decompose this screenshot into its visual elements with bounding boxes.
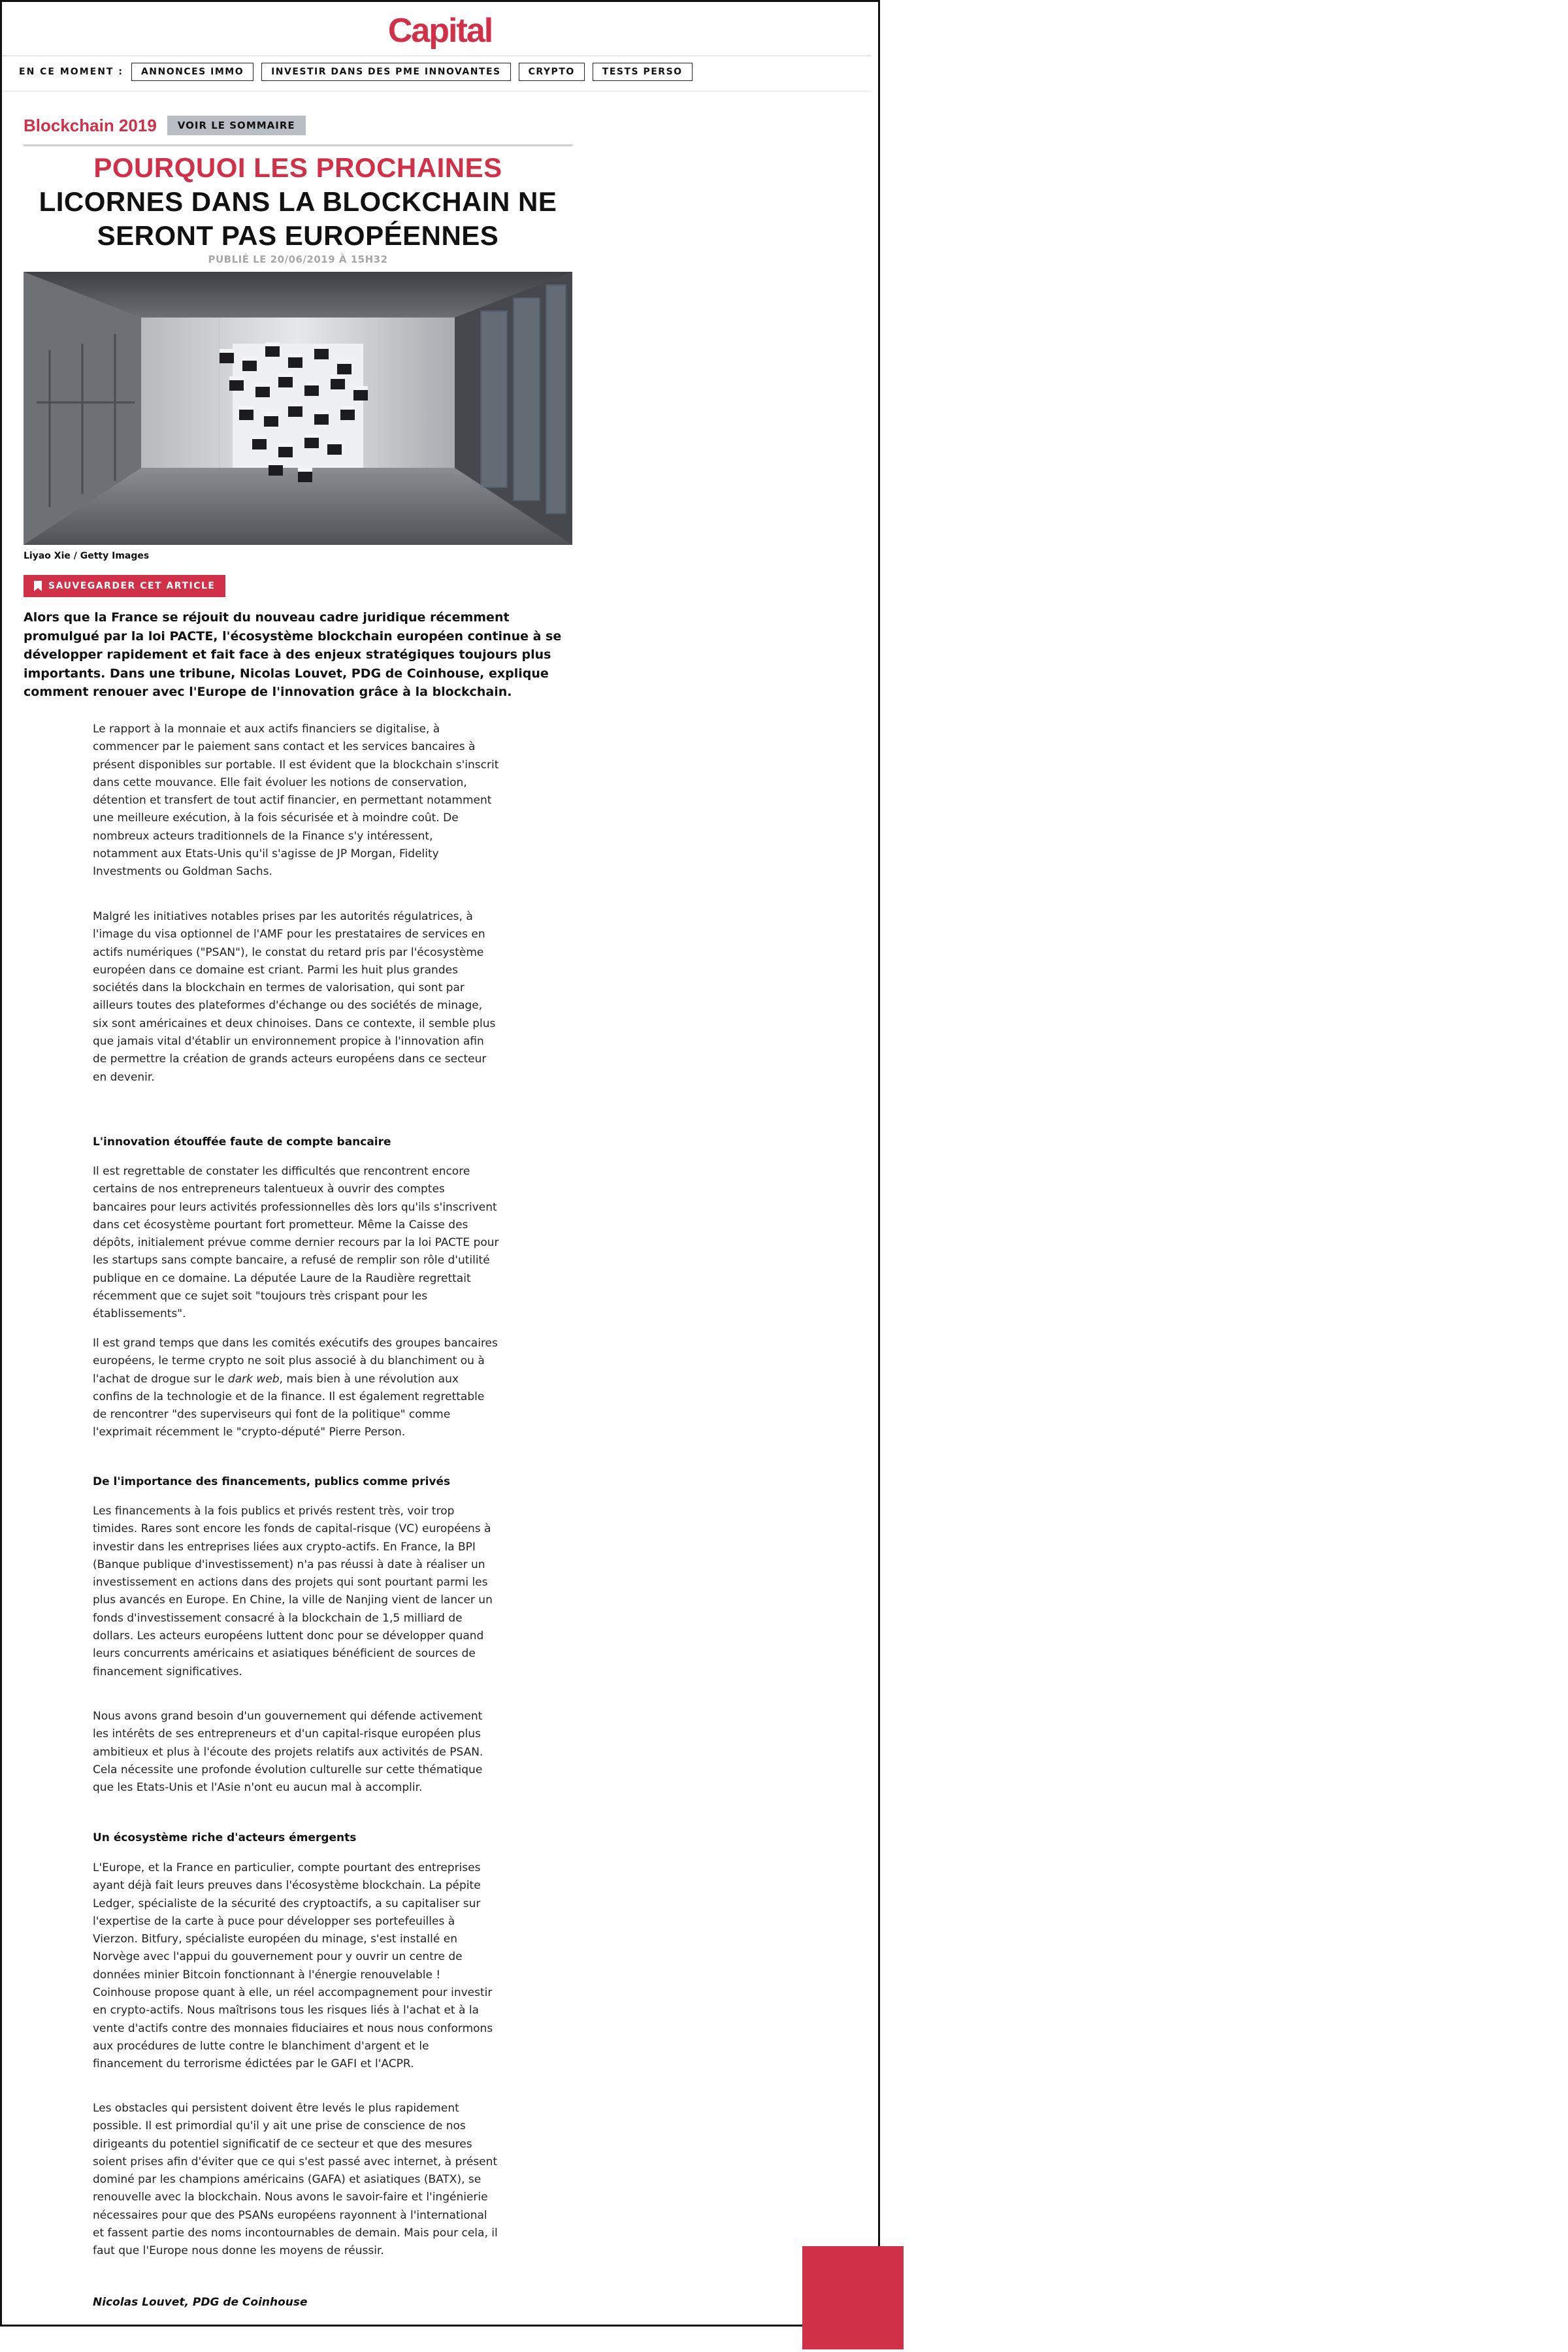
capital-logo[interactable]: Capital <box>387 12 493 50</box>
tag-annonces-immo[interactable]: ANNONCES IMMO <box>131 63 253 81</box>
summary-button[interactable]: VOIR LE SOMMAIRE <box>167 116 306 135</box>
heading-innovation: L'innovation étouffée faute de compte bancaire <box>93 1135 391 1149</box>
section-heading <box>93 1829 501 1847</box>
author-signature-block <box>93 2294 501 2311</box>
bookmark-icon <box>34 581 42 591</box>
author-signature: Nicolas Louvet, PDG de Coinhouse <box>93 2296 308 2309</box>
paragraph-4 <box>93 1335 501 1442</box>
kicker-row <box>24 114 572 137</box>
paragraph-3: Il est regrettable de constater les difficultés que rencontrent encore certains de nos entrepreneurs talentueux à ouvrir des comptes bancaires pour leurs activités professionnelles dès lors qu'ils s'inscrivent dans cet écosystème pourtant fort prometteur. Même la Caisse des dépôts, initialement prévue comme dernier recours par la loi PACTE pour les startups sans compte bancaire, a refusé de remplir son rôle d'utilité publique en ce domaine. La députée Laure de la Raudière regrettait récemment que ce sujet soit "toujours très crispant pour les établissements". <box>93 1165 499 1321</box>
body-paragraph <box>93 908 501 1086</box>
tag-crypto[interactable]: CRYPTO <box>519 63 585 81</box>
section-heading <box>93 1473 501 1491</box>
paragraph-4-part-b: , mais bien à une révolution aux confins de la technologie et de la finance. Il est également regrettable de rencontrer "des superviseurs qui font de la politique" comme l'exprimait récemment le "crypto-député" Pierre Person. <box>93 1372 485 1439</box>
section-kicker[interactable]: Blockchain 2019 <box>24 115 157 135</box>
save-article-button[interactable] <box>24 575 225 597</box>
body-paragraph <box>93 1163 501 1324</box>
title-line-red: POURQUOI LES PROCHAINES <box>93 152 502 183</box>
article-photo <box>24 272 572 545</box>
tag-tests-perso[interactable]: TESTS PERSO <box>593 63 693 81</box>
body-paragraph <box>93 1859 501 2074</box>
body-paragraph <box>93 1708 501 1797</box>
heading-ecosysteme: Un écosystème riche d'acteurs émergents <box>93 1831 357 1844</box>
trending-label: EN CE MOMENT : <box>19 67 123 77</box>
title-line-black: LICORNES DANS LA BLOCKCHAIN NE SERONT PAS EUROPÉENNES <box>39 186 557 251</box>
photo-credit: Liyao Xie / Getty Images <box>24 551 150 561</box>
dark-web-term: dark web <box>227 1372 280 1386</box>
kicker-divider <box>24 144 572 146</box>
tag-investir-pme[interactable]: INVESTIR DANS DES PME INNOVANTES <box>261 63 511 81</box>
decorative-block <box>802 2246 904 2349</box>
save-article-label: SAUVEGARDER CET ARTICLE <box>48 581 216 591</box>
body-paragraph <box>93 721 501 881</box>
paragraph-6: Nous avons grand besoin d'un gouvernement qui défende activement les intérêts de ses entrepreneurs et d'un capital-risque européen plus ambitieux et plus à l'écoute des projets relatifs aux activités de PSAN. Cela nécessite une profonde évolution culturelle sur cette thématique que les Etats-Unis et l'Asie n'ont eu aucun mal à accomplir. <box>93 1710 483 1795</box>
trending-bar <box>19 62 693 82</box>
paragraph-2: Malgré les initiatives notables prises par les autorités régulatrices, à l'image du visa optionnel de l'AMF pour les prestataires de services en actifs numériques ("PSAN"), le constat du retard pris par l'écosystème européen dans ce domaine est criant. Parmi les huit plus grandes sociétés dans la blockchain en termes de valorisation, qui sont par ailleurs toutes des plateformes d'échange ou des sociétés de minage, six sont américaines et deux chinoises. Dans ce contexte, il semble plus que jamais vital d'établir un environnement propice à l'innovation afin de permettre la création de grands acteurs européens dans ce secteur en devenir. <box>93 910 496 1084</box>
article-title <box>24 151 572 253</box>
paragraph-8: Les obstacles qui persistent doivent être levés le plus rapidement possible. Il est primordial qu'il y ait une prise de conscience de nos dirigeants du potentiel significatif de ce secteur et que des mesures soient prises afin d'éviter que ce qui s'est passé avec internet, à présent dominé par les champions américains (GAFA) et asiatiques (BATX), se renouvelle avec la blockchain. Nous avons le savoir-faire et l'ingénierie nécessaires pour que des PSANs européens rayonnent à l'international et fassent partie des noms incontournables de demain. Mais pour cela, il faut que l'Europe nous donne les moyens de réussir. <box>93 2102 498 2258</box>
article-lead: Alors que la France se réjouit du nouveau cadre juridique récemment promulgué par la loi PACTE, l'écosystème blockchain européen continue à se développer rapidement et fait face à des enjeux stratégiques toujours plus importants. Dans une tribune, Nicolas Louvet, PDG de Coinhouse, explique comment renouer avec l'Europe de l'innovation grâce à la blockchain. <box>24 610 562 699</box>
publish-date: PUBLIÉ LE 20/06/2019 À 15H32 <box>208 253 388 265</box>
body-paragraph <box>93 1335 501 1442</box>
body-paragraph <box>93 1503 501 1681</box>
heading-financements: De l'importance des financements, publics comme privés <box>93 1475 451 1488</box>
paragraph-1: Le rapport à la monnaie et aux actifs financiers se digitalise, à commencer par le paiement sans contact et les services bancaires à présent disponibles sur portable. Il est évident que la blockchain s'inscrit dans cette mouvance. Elle fait évoluer les notions de conservation, détention et transfert de tout actif financier, en permettant notamment une meilleure exécution, à la fois sécurisée et à moindre coût. De nombreux acteurs traditionnels de la Finance s'y intéressent, notamment aux Etats-Unis qu'il s'agisse de JP Morgan, Fidelity Investments ou Goldman Sachs. <box>93 723 499 879</box>
paragraph-4-part-a: Il est grand temps que dans les comités exécutifs des groupes bancaires européens, le terme crypto ne soit plus associé à du blanchiment ou à l'achat de drogue sur le <box>93 1337 498 1386</box>
body-paragraph <box>93 2100 501 2261</box>
paragraph-7: L'Europe, et la France en particulier, compte pourtant des entreprises ayant déjà fait leurs preuves dans l'écosystème blockchain. La pépite Ledger, spécialiste de la sécurité des cryptoactifs, a su capitaliser sur l'expertise de la carte à puce pour développer ses portefeuilles à Vierzon. Bitfury, spécialiste européen du minage, s'est installé en Norvège avec l'appui du gouvernement pour y ouvrir un centre de données minier Bitcoin fonctionnant à l'énergie renouvelable ! Coinhouse propose quant à elle, un réel accompagnement pour investir en crypto-actifs. Nous maîtrisons tous les risques liés à l'achat et à la vente d'actifs contre des monnaies fiduciaires et nous nous conformons aux procédures de lutte contre le blanchiment d'argent et le financement du terrorisme édictées par le GAFI et l'ACPR. <box>93 1861 493 2071</box>
paragraph-5: Les financements à la fois publics et privés restent très, voir trop timides. Rares sont encore les fonds de capital-risque (VC) européens à investir dans les entreprises liées aux crypto-actifs. En France, la BPI (Banque publique d'investissement) n'a pas réussi à date à réaliser un investissement en actions dans des projets qui sont pourtant parmi les plus avancés en Europe. En Chine, la ville de Nanjing vient de lancer un fonds d'investissement consacré à la blockchain de 1,5 milliard de dollars. Les acteurs européens luttent donc pour se développer quand leurs concurrents américains et asiatiques bénéficient de sources de financement significatives. <box>93 1505 493 1678</box>
section-heading <box>93 1134 501 1151</box>
